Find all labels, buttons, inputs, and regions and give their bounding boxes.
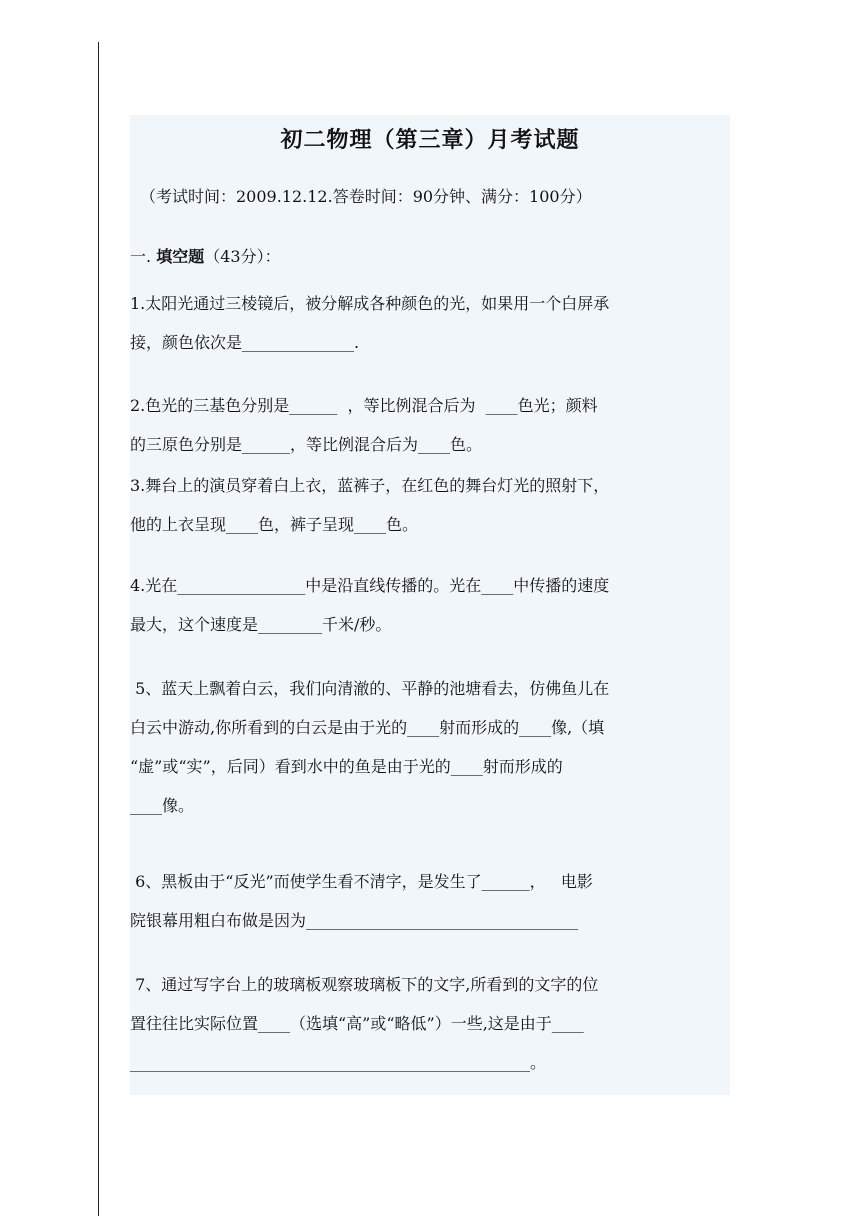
- page-margin-rule: [98, 42, 99, 1216]
- exam-subtitle: （考试时间：2009.12.12.答卷时间：90分钟、满分：100分）: [140, 187, 592, 206]
- section-heading: [130, 245, 281, 269]
- section-number: 一.: [130, 247, 152, 266]
- question-line: 白云中游动,你所看到的白云是由于光的____射而形成的____像,（填: [130, 718, 605, 737]
- question-line: 1.太阳光通过三棱镜后，被分解成各种颜色的光，如果用一个白屏承: [130, 294, 610, 313]
- question-line: 置往往比实际位置____（选填“高”或“略低”）一些,这是由于____: [130, 1014, 584, 1033]
- question-line: 的三原色分别是______，等比例混合后为____色。: [130, 435, 483, 454]
- question-3: [130, 466, 730, 544]
- question-6: [130, 862, 730, 940]
- question-line: 2.色光的三基色分别是______ ，等比例混合后为 ____色光；颜料: [130, 396, 598, 415]
- question-1: [130, 284, 730, 362]
- section-title: 填空题: [156, 247, 205, 266]
- question-line: __________________________________________________。: [130, 1053, 547, 1072]
- question-line: 3.舞台上的演员穿着白上衣，蓝裤子，在红色的舞台灯光的照射下，: [130, 476, 610, 495]
- question-line: 7、通过写字台上的玻璃板观察玻璃板下的文字,所看到的文字的位: [130, 975, 599, 994]
- question-line: 5、蓝天上飘着白云，我们向清澈的、平静的池塘看去，仿佛鱼儿在: [130, 679, 610, 698]
- question-line: 4.光在________________中是沿直线传播的。光在____中传播的速度: [130, 576, 610, 595]
- question-line: 他的上衣呈现____色，裤子呈现____色。: [130, 515, 419, 534]
- question-5: [130, 669, 730, 825]
- section-points: （43分）：: [204, 247, 281, 266]
- question-4: [130, 566, 730, 644]
- question-line: ____像。: [130, 796, 195, 815]
- question-line: 6、黑板由于“反光”而使学生看不清字，是发生了______， 电影: [130, 872, 593, 891]
- question-line: 接，颜色依次是______________.: [130, 333, 360, 352]
- question-line: 院银幕用粗白布做是因为__________________________________: [130, 911, 579, 930]
- exam-paper: [130, 115, 730, 1095]
- question-line: 最大，这个速度是________千米/秒。: [130, 615, 392, 634]
- question-7: [130, 965, 730, 1082]
- question-2: [130, 386, 730, 464]
- exam-title: 初二物理（第三章）月考试题: [280, 127, 580, 153]
- question-line: “虚”或“实”，后同）看到水中的鱼是由于光的____射而形成的: [130, 757, 563, 776]
